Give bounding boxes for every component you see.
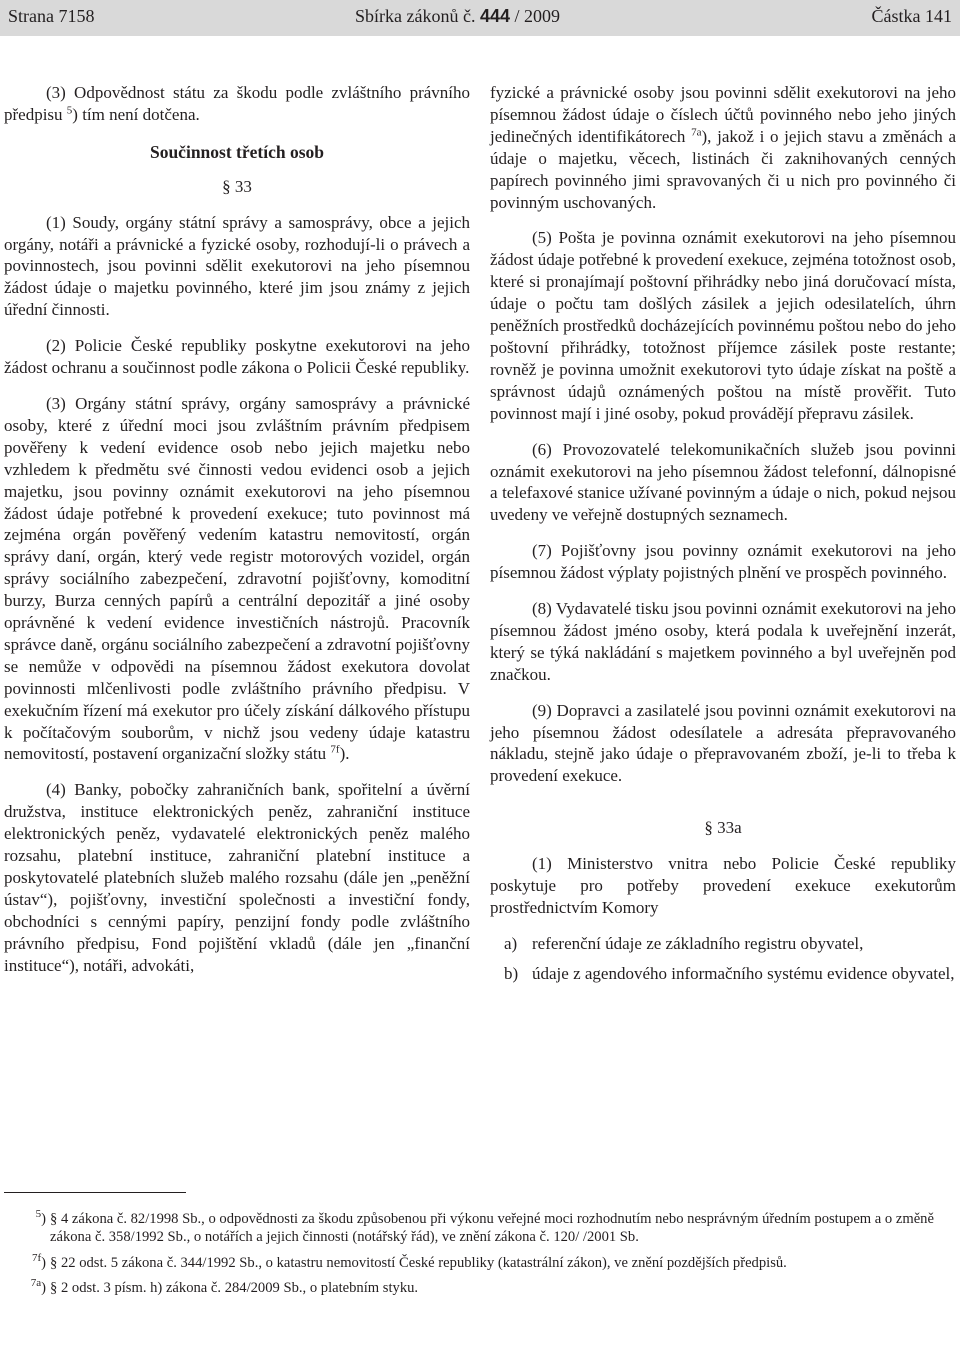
left-column — [4, 82, 470, 991]
paragraph-3-tail: ). — [339, 744, 350, 764]
paragraph-4-cont-tail: ), jakož i o jejich stavu a změnách a údaje o majetku, věcech, listinách či zaknihovaných cenných papírech povinného jimi spravovaných či u nich pro povinného či povinným uschovaných. — [490, 126, 957, 212]
paragraph-4: (4) Banky, pobočky zahraničních bank, spořitelní a úvěrní družstva, instituce elektronických peněz, zahraniční instituce elektronických peněz, vydavatelé elektronických peněz malého rozsahu, platební instituce, zahraniční platební instituce a poskytovatelé platebních služeb malého rozsahu (dále jen „peněžní ústav“), pojišťovny, investiční společnosti a investiční fondy, obchodníci s cennými papíry, penzijní fondy podle zvláštního právního předpisu, Fond pojištění vkladů (dále jen „finanční instituce“), notáři, advokáti, — [4, 780, 470, 975]
page-header — [0, 0, 960, 36]
page-number: Strana 7158 — [8, 6, 95, 26]
list-item-text: údaje z agendového informačního systému evidence obyvatel, — [532, 963, 955, 983]
list-item-text: referenční údaje ze základního registru obyvatel, — [532, 933, 864, 953]
list-item-label: b) — [504, 963, 519, 983]
paragraph-intro-tail: ) tím není dotčena. — [72, 104, 200, 124]
footnote-text: § 22 odst. 5 zákona č. 344/1992 Sb., o katastru nemovitostí České republiky (katastrální zákon), ve znění pozdějších předpisů. — [50, 1254, 787, 1271]
footnote-ref-7a[interactable]: 7a — [691, 126, 702, 139]
paragraph-7: (7) Pojišťovny jsou povinny oznámit exekutorovi na jeho písemnou žádost výplaty pojistných plnění ve prospěch povinného. — [490, 541, 956, 583]
list-item — [490, 933, 956, 955]
issue-number: Částka 141 — [871, 6, 952, 26]
footnote-ref-7f[interactable]: 7f — [330, 743, 340, 756]
footnote-mark: $^5$) — [35, 1208, 46, 1227]
paragraph-intro — [4, 82, 470, 126]
paragraph-8: (8) Vydavatelé tisku jsou povinni oznámit exekutorovi na jeho písemnou žádost jméno osoby, která podala k uveřejnění inzerát, který se týká nakládání s majetkem povinného a byl uveřejněn pod značkou. — [490, 599, 956, 684]
paragraph-3-text: (3) Orgány státní správy, orgány samosprávy a právnické osoby, které z úřední moci jsou zvláštním právním předpisem pověřeny k vedení evidence osob nebo jejich majetku nebo vzhledem k předmětu své činnosti vedou evidenci osob a jejich majetku, jsou povinny oznámit exekutorovi na jeho písemnou žádost údaje potřebné k provedení exekuce; tuto povinnost má zejména orgán pověřený vedením katastru nemovitostí, orgán správy daní, orgán, který vede registr motorových vozidel, orgán správy sociálního zabezpečení, zdravotní pojišťovny, komoditní burzy, Burza cenných papírů a centrální depozitář a jiné osoby oprávněné k vedení evidence investičních nástrojů. Pracovník správce daně, orgánu sociálního zabezpečení a zdravotní pojišťovny se nemůže v odpovědi na písemnou žádost exekutora dovolat povinnosti mlčenlivosti podle zvláštního právního předpisu. V exekučním řízení má exekutor pro účely získání dálkového přístupu k počítačovým souborům, v nichž jsou vedeny údaje katastru nemovitostí, postavení organizační složky státu — [4, 393, 470, 764]
footnote-text: § 2 odst. 3 písm. h) zákona č. 284/2009 Sb., o platebním styku. — [50, 1279, 419, 1296]
footnote-mark: $^{7a}$) — [30, 1277, 46, 1296]
paragraph-33a-1: (1) Ministerstvo vnitra nebo Policie České republiky poskytuje pro potřeby provedení exekuce exekutorům prostřednictvím Komory — [490, 854, 956, 917]
footnote-text: § 4 zákona č. 82/1998 Sb., o odpovědnosti za škodu způsobenou při výkonu veřejné moci rozhodnutím nebo nesprávným úředním postupem a o změně zákona č. 358/1992 Sb., o notářích a jejich činnosti (notářský řád), ve znění zákona č. 120/ /2001 Sb. — [50, 1211, 934, 1246]
collection-title — [355, 6, 560, 27]
paragraph-1: (1) Soudy, orgány státní správy a samosprávy, obce a jejich orgány, notáři a právnické a fyzické osoby, rozhodují-li o právech a povinnostech, jsou povinni sdělit exekutorovi na jeho písemnou žádost údaje o majetku povinného, které jim jsou známy z jejich úřední činnosti. — [4, 212, 470, 320]
paragraph-4-cont-text: fyzické a právnické osoby jsou povinni sdělit exekutorovi na jeho písemnou žádost údaje o číslech účtů povinného nebo jeho jiných jedinečných identifikátorech — [490, 83, 956, 146]
footnote — [4, 1210, 956, 1247]
collection-prefix: Sbírka zákonů č. — [355, 6, 476, 26]
paragraph-9: (9) Dopravci a zasilatelé jsou povinni oznámit exekutorovi na jeho písemnou žádost odesílatele a adresáta přepravovaného nákladu, stejně jako údaje o přepravovaném zboží, je-li to třeba k provedení exekuce. — [490, 700, 956, 786]
footnote-mark: $^{7f}$) — [31, 1251, 46, 1271]
paragraph-intro-text: (3) Odpovědnost státu za škodu podle zvláštního právního předpisu — [4, 83, 470, 124]
paragraph-3 — [4, 393, 470, 765]
paragraph-6: (6) Provozovatelé telekomunikačních služeb jsou povinni oznámit exekutorovi na jeho písemnou žádost telefonní, dálnopisné a telefaxové stanice užívané povinným a údaje o nich, pokud nejsou uvedeny ve veřejně dostupných seznamech. — [490, 439, 956, 525]
list-item — [490, 963, 956, 985]
footnote — [4, 1251, 956, 1272]
footnote-mark-number: 7a — [30, 1277, 42, 1290]
collection-suffix: / 2009 — [514, 6, 561, 26]
section-number-33: § 33 — [222, 176, 252, 196]
footnote-mark-number: 7f — [31, 1251, 42, 1264]
section-number-33a: § 33a — [704, 818, 742, 838]
footnote-ref-5[interactable]: 5 — [66, 104, 73, 117]
paragraph-4-continued — [490, 82, 956, 213]
footnote-divider — [4, 1192, 186, 1193]
section-title: Součinnost třetích osob — [149, 141, 325, 162]
footnotes — [4, 1210, 956, 1304]
paragraph-2: (2) Policie České republiky poskytne exekutorovi na jeho žádost ochranu a součinnost podle zákona o Policii České republiky. — [4, 336, 470, 378]
collection-number: 444 — [479, 6, 511, 26]
list-item-label: a) — [504, 933, 518, 953]
footnote — [4, 1279, 956, 1297]
footnote-mark-number: 5 — [35, 1208, 42, 1221]
right-column — [490, 82, 956, 993]
paragraph-5: (5) Pošta je povinna oznámit exekutorovi na jeho písemnou žádost údaje potřebné k provedení exekuce, zejména totožnost osob, které si pronajímají poštovní přihrádky nebo jiná doručovací místa, údaje o počtu tam došlých zásilek a jejich odesilatelích, úhrn peněžních prostředků docházejících povinnému poštou nebo do jeho poštovní přihrádky, totožnost příjemce zásilek poste restante; rovněž je povinna umožnit exekutorovi tyto údaje získat na poště a správnost údajů oznámených poštou na místě prověřit. Tuto povinnost mají i jiné osoby, pokud provádějí přepravu zásilek. — [490, 228, 956, 423]
